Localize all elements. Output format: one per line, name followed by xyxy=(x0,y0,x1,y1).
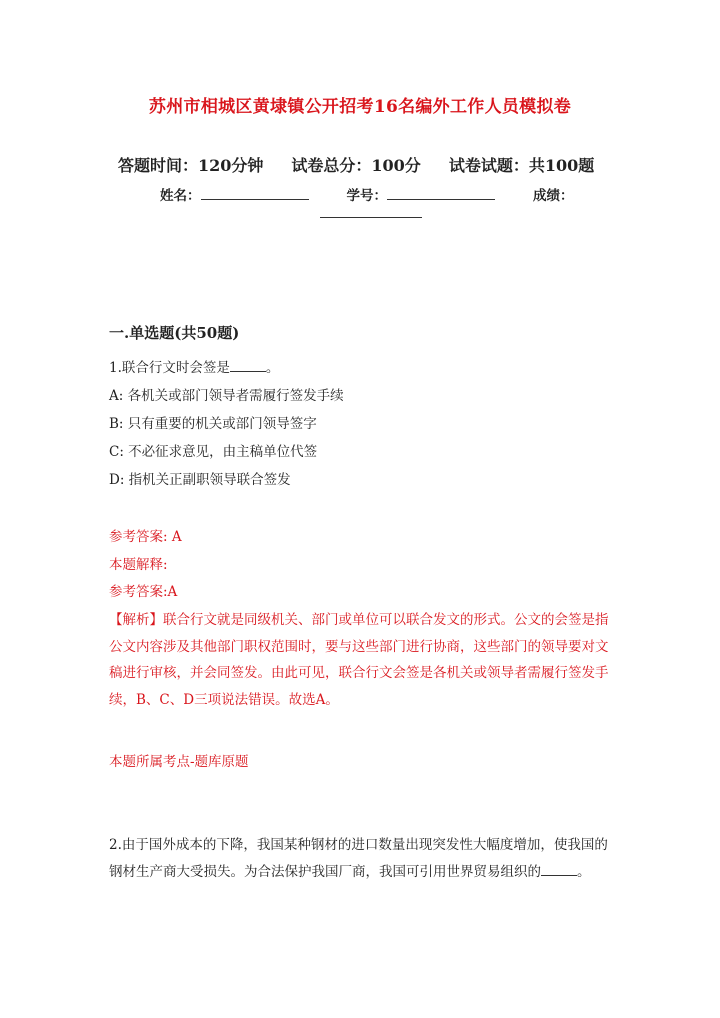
id-label: 学号： xyxy=(346,188,387,204)
name-label: 姓名： xyxy=(160,188,201,204)
option-c: C: 不必征求意见，由主稿单位代签 xyxy=(109,444,318,460)
question-2-stem-end: 。 xyxy=(577,863,591,880)
student-info-line xyxy=(160,184,574,204)
answer-blank-2 xyxy=(541,864,577,876)
option-a: A: 各机关或部门领导者需履行签发手续 xyxy=(109,388,344,404)
reference-answer: 参考答案: A xyxy=(109,529,182,545)
exam-title: 苏州市相城区黄埭镇公开招考16名编外工作人员模拟卷 xyxy=(148,97,572,117)
exam-meta xyxy=(118,153,594,176)
analysis-tag: 【解析】 xyxy=(109,612,163,628)
score-label: 成绩： xyxy=(533,188,574,204)
option-b: B: 只有重要的机关或部门领导签字 xyxy=(109,416,317,432)
question-2-stem-text: 2.由于国外成本的下降，我国某种钢材的进口数量出现突发性大幅度增加，使我国的钢材生产商大受损失。为合法保护我国厂商，我国可引用世界贸易组织的 xyxy=(109,837,608,880)
explanation-label: 本题解释: xyxy=(109,557,168,573)
answer-blank xyxy=(230,360,266,372)
id-blank[interactable] xyxy=(387,187,495,200)
question-1-stem-end: 。 xyxy=(265,360,280,376)
question-1-stem xyxy=(109,356,279,376)
section-title: 一.单选题(共50题) xyxy=(109,324,240,342)
option-d: D: 指机关正副职领导联合签发 xyxy=(109,472,291,488)
exam-total-questions: 试卷试题：共100题 xyxy=(448,156,595,175)
exam-total-score: 试卷总分：100分 xyxy=(291,156,421,175)
question-1-stem-text: 1.联合行文时会签是 xyxy=(109,360,230,376)
analysis-text: 联合行文就是同级机关、部门或单位可以联合发文的形式。公文的会签是指公文内容涉及其他部门职权范围时，要与这些部门进行协商，这些部门的领导要对文稿进行审核，并会同签发。由此可见，联合行文会签是各机关或领导者需履行签发手续，B、C、D三项说法错误。故选A。 xyxy=(109,612,609,708)
exam-time: 答题时间：120分钟 xyxy=(118,156,264,175)
topic-note: 本题所属考点-题库原题 xyxy=(109,754,249,770)
score-blank[interactable] xyxy=(320,205,422,218)
name-blank[interactable] xyxy=(201,187,309,200)
reference-answer-2: 参考答案:A xyxy=(109,584,178,600)
analysis-paragraph xyxy=(109,607,609,713)
question-2-stem xyxy=(109,832,609,885)
